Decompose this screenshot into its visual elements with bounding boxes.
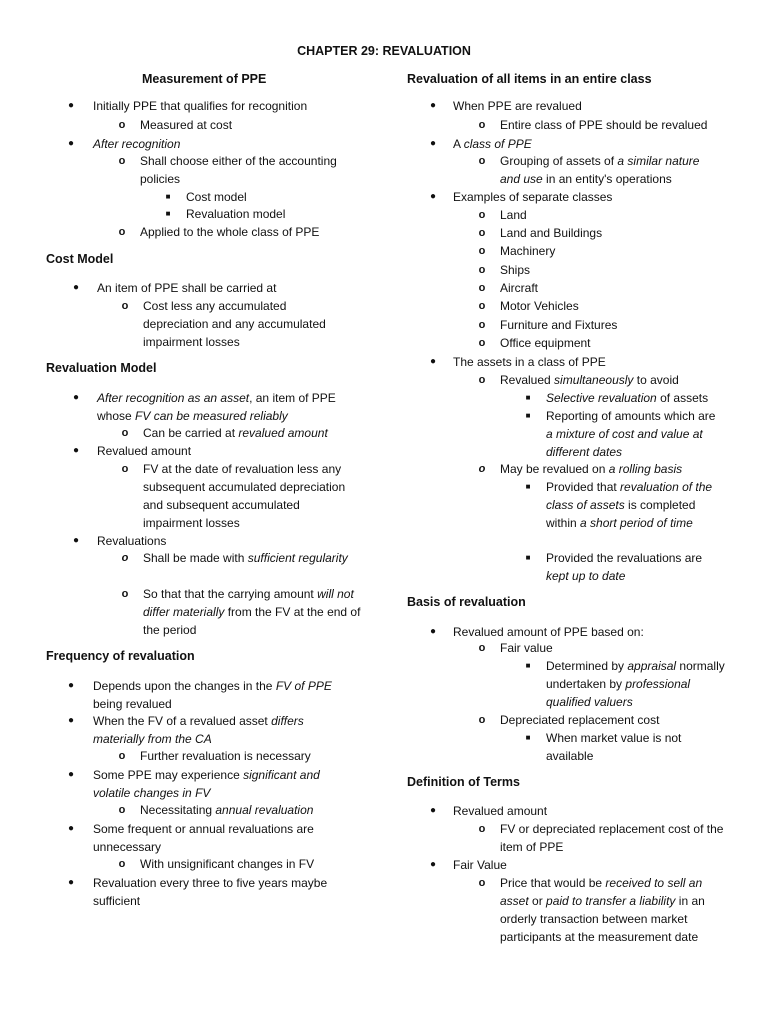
- text-span: in an orderly transaction between market participants at the measurement date: [500, 894, 705, 944]
- text-span: A: [453, 137, 464, 151]
- text-span: Reporting of amounts which are: [546, 409, 716, 423]
- list-item: Revalued amount: [453, 804, 548, 818]
- heading-definitions: Definition of Terms: [407, 775, 520, 789]
- list-item: An item of PPE shall be carried at: [97, 281, 277, 295]
- bullet-l2: o: [478, 245, 486, 257]
- italic-text: class of PPE: [463, 137, 532, 151]
- bullet-l1: ●: [429, 191, 437, 202]
- chapter-title: CHAPTER 29: REVALUATION: [297, 44, 471, 58]
- list-item: [93, 135, 363, 153]
- bullet-l3: ■: [165, 192, 171, 201]
- text-span: Provided the revaluations are: [546, 551, 703, 565]
- list-item: Further revaluation is necessary: [140, 749, 311, 763]
- list-item: [93, 677, 363, 713]
- list-item: [500, 874, 728, 946]
- list-item: The assets in a class of PPE: [453, 355, 606, 369]
- bullet-l2: o: [118, 119, 126, 131]
- list-item: [143, 549, 353, 567]
- bullet-l2: o: [478, 300, 486, 312]
- list-item: With unsignificant changes in FV: [140, 857, 315, 871]
- bullet-l1: ●: [429, 626, 437, 637]
- list-item: Motor Vehicles: [500, 299, 579, 313]
- italic-text: FV of PPE: [275, 679, 332, 693]
- bullet-l1: ●: [67, 715, 75, 726]
- bullet-l2: o: [118, 226, 126, 238]
- bullet-l2: o: [118, 750, 126, 762]
- bullet-l1: ●: [429, 356, 437, 367]
- list-item: [546, 549, 728, 585]
- bullet-l2: o: [478, 642, 486, 654]
- list-item: Revaluation every three to five years maybe sufficient: [93, 876, 328, 908]
- list-item: Aircraft: [500, 281, 539, 295]
- bullet-l3: ■: [525, 482, 531, 491]
- italic-text: After recognition as an asset: [97, 391, 250, 405]
- list-item: Fair value: [500, 641, 553, 655]
- italic-text: After recognition: [93, 137, 181, 151]
- bullet-l1: ●: [429, 100, 437, 111]
- list-item: Initially PPE that qualifies for recognition: [93, 99, 308, 113]
- bullet-l2: o: [478, 227, 486, 239]
- list-item: FV at the date of revaluation less any subsequent accumulated depreciation and subsequent accumulated impairment losses: [143, 462, 346, 530]
- heading-revaluation-model: Revaluation Model: [46, 361, 157, 375]
- list-item: Fair Value: [453, 858, 507, 872]
- list-item: Furniture and Fixtures: [500, 318, 618, 332]
- italic-text: Selective revaluation: [546, 391, 657, 405]
- bullet-l1: ●: [429, 859, 437, 870]
- bullet-l1: ●: [72, 445, 80, 456]
- list-item: Shall choose either of the accounting policies: [140, 154, 337, 186]
- bullet-l2: o: [121, 552, 129, 564]
- text-span: Some PPE may experience: [93, 768, 244, 782]
- text-span: to avoid: [633, 373, 679, 387]
- bullet-l1: ●: [72, 392, 80, 403]
- bullet-l2: o: [118, 155, 126, 167]
- list-item: Entire class of PPE should be revalued: [500, 118, 708, 132]
- text-span: Shall be made with: [143, 551, 248, 565]
- text-span: is completed within: [546, 498, 696, 530]
- italic-text: appraisal: [627, 659, 677, 673]
- list-item: Revaluations: [97, 534, 167, 548]
- italic-text: sufficient regularity: [247, 551, 348, 565]
- bullet-l1: ●: [67, 823, 75, 834]
- heading-frequency: Frequency of revaluation: [46, 649, 195, 663]
- text-span: being revalued: [93, 697, 172, 711]
- bullet-l1: ●: [429, 138, 437, 149]
- italic-text: a mixture of cost and value at different dates: [546, 427, 703, 459]
- bullet-l3: ■: [525, 393, 531, 402]
- text-span: Can be carried at: [143, 426, 239, 440]
- text-span: May be revalued on: [500, 462, 609, 476]
- list-item: Examples of separate classes: [453, 190, 613, 204]
- italic-text: differs materially from the CA: [93, 714, 304, 746]
- heading-basis: Basis of revaluation: [407, 595, 526, 609]
- list-item: FV or depreciated replacement cost of the item of PPE: [500, 822, 724, 854]
- bullet-l2: o: [478, 714, 486, 726]
- list-item: [546, 389, 731, 407]
- bullet-l3: ■: [525, 733, 531, 742]
- bullet-l2: o: [478, 282, 486, 294]
- bullet-l3: ■: [525, 411, 531, 420]
- bullet-l3: ■: [165, 209, 171, 218]
- list-item: Depreciated replacement cost: [500, 713, 660, 727]
- text-span: Depends upon the changes in the: [93, 679, 276, 693]
- bullet-l2: o: [478, 264, 486, 276]
- bullet-l1: ●: [67, 769, 75, 780]
- list-item: Ships: [500, 263, 531, 277]
- list-item: Machinery: [500, 244, 556, 258]
- text-span: or: [528, 894, 547, 908]
- list-item: [500, 371, 725, 389]
- list-item: Some frequent or annual revaluations are unnecessary: [93, 822, 314, 854]
- list-item: [500, 460, 725, 478]
- italic-text: a short period of time: [580, 516, 693, 530]
- italic-text: FV can be measured reliably: [135, 409, 288, 423]
- italic-text: professional qualified valuers: [546, 677, 691, 709]
- list-item: Applied to the whole class of PPE: [140, 225, 320, 239]
- italic-text: paid to transfer a liability: [546, 894, 676, 908]
- italic-text: simultaneously: [554, 373, 634, 387]
- bullet-l2: o: [121, 463, 129, 475]
- list-item: [546, 657, 726, 711]
- bullet-l2: o: [121, 300, 129, 312]
- list-item: [97, 389, 362, 425]
- bullet-l2: o: [478, 209, 486, 221]
- text-span: , an item of PPE whose: [97, 391, 336, 423]
- bullet-l2: o: [478, 823, 486, 835]
- italic-text: a similar nature and use: [500, 154, 700, 186]
- text-span: Revalued: [500, 373, 555, 387]
- heading-cost-model: Cost Model: [46, 252, 114, 266]
- list-item: [143, 424, 358, 442]
- list-item: Revalued amount: [97, 444, 192, 458]
- list-item: [453, 135, 723, 153]
- list-item: Revaluation model: [186, 207, 286, 221]
- bullet-l2: o: [118, 858, 126, 870]
- bullet-l3: ■: [525, 661, 531, 670]
- text-span: in an entity's operations: [542, 172, 672, 186]
- bullet-l2: o: [478, 119, 486, 131]
- text-span: Necessitating: [140, 803, 216, 817]
- bullet-l1: ●: [72, 282, 80, 293]
- heading-entire-class: Revaluation of all items in an entire class: [407, 72, 652, 86]
- list-item: When market value is not available: [546, 731, 682, 763]
- bullet-l2: o: [118, 804, 126, 816]
- text-span: of assets: [656, 391, 709, 405]
- italic-text: a rolling basis: [608, 462, 683, 476]
- list-item: Cost less any accumulated depreciation and any accumulated impairment losses: [143, 299, 326, 349]
- list-item: Office equipment: [500, 336, 591, 350]
- bullet-l2: o: [478, 877, 486, 889]
- list-item: [140, 801, 370, 819]
- italic-text: revaluation of the class of assets: [546, 480, 713, 512]
- list-item: Revalued amount of PPE based on:: [453, 625, 644, 639]
- bullet-l1: ●: [67, 138, 75, 149]
- text-span: Grouping of assets of: [500, 154, 618, 168]
- italic-text: kept up to date: [546, 569, 626, 583]
- list-item: Cost model: [186, 190, 247, 204]
- bullet-l3: ■: [525, 553, 531, 562]
- bullet-l1: ●: [67, 100, 75, 111]
- text-span: When the FV of a revalued asset: [93, 714, 272, 728]
- bullet-l2: o: [121, 588, 129, 600]
- text-span: normally undertaken by: [546, 659, 725, 691]
- italic-text: revalued amount: [238, 426, 328, 440]
- list-item: Land: [500, 208, 527, 222]
- italic-text: significant and volatile changes in FV: [93, 768, 320, 800]
- bullet-l1: ●: [67, 680, 75, 691]
- text-span: from the FV at the end of the period: [143, 605, 361, 637]
- bullet-l2: o: [121, 427, 129, 439]
- text-span: Determined by: [546, 659, 628, 673]
- bullet-l2: o: [478, 337, 486, 349]
- bullet-l1: ●: [429, 805, 437, 816]
- italic-text: received to sell an asset: [500, 876, 703, 908]
- bullet-l2: o: [478, 463, 486, 475]
- list-item: [546, 478, 718, 532]
- bullet-l1: ●: [72, 535, 80, 546]
- list-item: [93, 712, 333, 748]
- italic-text: will not differ materially: [143, 587, 354, 619]
- text-span: Provided that: [546, 480, 621, 494]
- list-item: [500, 152, 722, 188]
- text-span: Price that would be: [500, 876, 606, 890]
- heading-measurement: Measurement of PPE: [142, 72, 267, 86]
- bullet-l2: o: [478, 374, 486, 386]
- bullet-l1: ●: [67, 877, 75, 888]
- bullet-l2: o: [478, 155, 486, 167]
- italic-text: annual revaluation: [215, 803, 314, 817]
- text-span: So that that the carrying amount: [143, 587, 318, 601]
- list-item: [143, 585, 363, 639]
- list-item: When PPE are revalued: [453, 99, 582, 113]
- list-item: [546, 407, 718, 461]
- list-item: Measured at cost: [140, 118, 233, 132]
- list-item: Land and Buildings: [500, 226, 603, 240]
- list-item: [93, 766, 341, 802]
- bullet-l2: o: [478, 319, 486, 331]
